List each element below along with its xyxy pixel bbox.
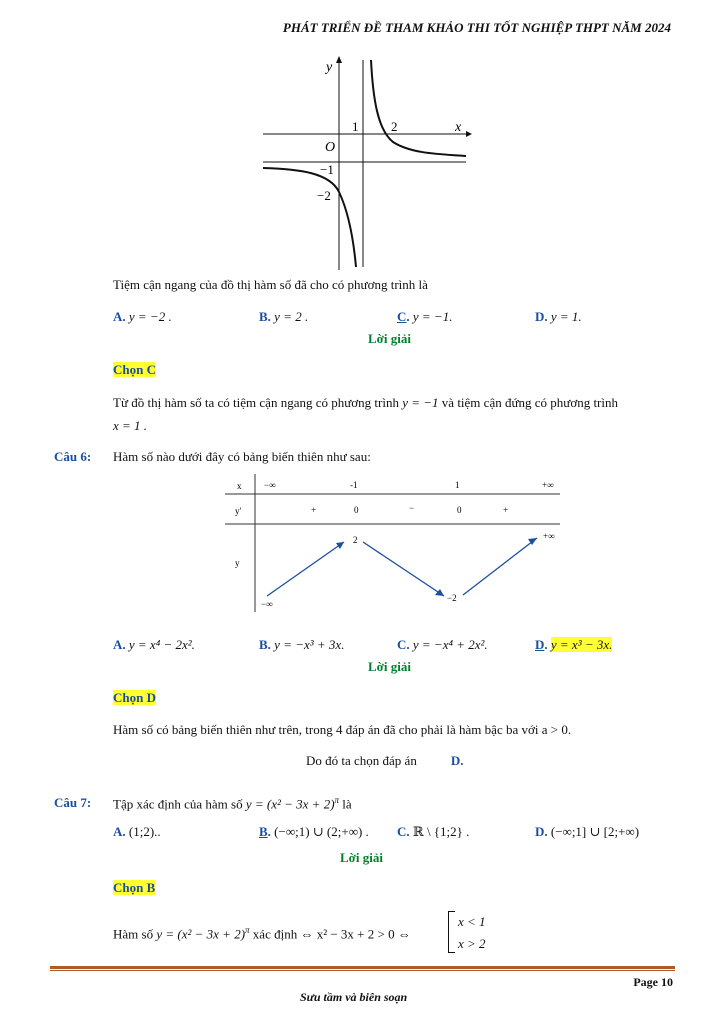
arrow-increase-2 bbox=[463, 538, 537, 595]
q6-option-b: B. y = −x³ + 3x. bbox=[259, 637, 345, 652]
table-yp-value: 0 bbox=[457, 505, 462, 515]
case-bracket bbox=[448, 911, 455, 953]
q6-prompt: Hàm số nào dưới đây có bảng biến thiên như sau: bbox=[113, 449, 371, 464]
arrowhead bbox=[435, 589, 444, 596]
q7-explanation: Hàm số $y = (x^2 - 3x + 2)^\pi$ xác định ⇔ x² − 3x + 2 > 0 ⇔ bbox=[113, 925, 411, 942]
x-axis-arrow bbox=[466, 131, 472, 137]
arrow-decrease bbox=[363, 542, 444, 596]
q6-solution-label: Lời giải bbox=[368, 659, 411, 674]
q6-option-d: D. y = x³ − 3x. bbox=[535, 637, 613, 652]
arrowhead bbox=[336, 542, 344, 549]
q5-option-b: B. y = 2 . bbox=[259, 309, 309, 324]
curve-left-branch bbox=[263, 168, 356, 267]
table-y-value: −2 bbox=[447, 593, 457, 603]
curve-right-branch bbox=[371, 60, 466, 156]
graph-label-two: 2 bbox=[391, 119, 398, 134]
q7-solution-label: Lời giải bbox=[340, 850, 383, 865]
table-yp-label: y' bbox=[235, 506, 242, 516]
q5-solution-label: Lời giải bbox=[368, 331, 411, 346]
q6-option-c: C. y = −x⁴ + 2x². bbox=[397, 637, 488, 652]
q6-option-a: A. y = x⁴ − 2x². bbox=[113, 637, 195, 652]
table-x-value: 1 bbox=[455, 480, 460, 490]
table-yp-value: 0 bbox=[354, 505, 359, 515]
q5-prompt: Tiệm cận ngang của đồ thị hàm số đã cho có phương trình là bbox=[113, 277, 428, 292]
graph-label-neg1: −1 bbox=[320, 162, 334, 177]
table-x-value: +∞ bbox=[542, 480, 554, 490]
graph-label-one: 1 bbox=[352, 119, 359, 134]
graph-label-origin: O bbox=[325, 140, 336, 155]
footer-rule bbox=[50, 966, 675, 969]
q7-option-c: C. ℝ \ {1;2} . bbox=[397, 824, 470, 839]
q7-option-a: A. (1;2).. bbox=[113, 824, 161, 839]
q6-explanation: Hàm số có bảng biến thiên như trên, trong 4 đáp án đã cho phải là hàm bậc ba với a > 0. bbox=[113, 722, 572, 737]
q7-case-1: x < 1 bbox=[458, 914, 486, 929]
q6-choice: Chọn D bbox=[113, 690, 156, 705]
table-y-value: +∞ bbox=[543, 531, 555, 541]
q7-case-2: x > 2 bbox=[458, 936, 486, 951]
q6-conclusion: Do đó ta chọn đáp án D. bbox=[306, 753, 464, 768]
table-yp-value: + bbox=[503, 505, 509, 515]
q5-option-c: C. y = −1. bbox=[397, 309, 453, 324]
table-yp-value: − bbox=[409, 503, 415, 513]
y-axis-arrow bbox=[336, 56, 342, 63]
table-y-label: y bbox=[235, 558, 240, 568]
q5-explanation: Từ đồ thị hàm số ta có tiệm cận ngang có phương trình y = −1 và tiệm cận đứng có phương trình bbox=[113, 395, 619, 410]
q5-explanation-line2: x = 1 . bbox=[113, 418, 148, 433]
table-yp-value: + bbox=[311, 505, 317, 515]
graph-label-y: y bbox=[326, 60, 333, 75]
q7-option-b: B. (−∞;1) ∪ (2;+∞) . bbox=[259, 824, 369, 839]
function-graph bbox=[260, 55, 472, 270]
q5-option-d: D. y = 1. bbox=[535, 309, 582, 324]
variation-table bbox=[225, 474, 560, 614]
q5-option-a: A. y = −2 . bbox=[113, 309, 172, 324]
page-header: PHÁT TRIỂN ĐỀ THAM KHẢO THI TỐT NGHIỆP THPT NĂM 2024 bbox=[282, 20, 671, 35]
table-x-value: −∞ bbox=[264, 480, 276, 490]
table-x-value: -1 bbox=[350, 480, 358, 490]
table-x-label: x bbox=[237, 481, 242, 491]
footer-credit: Sưu tầm và biên soạn bbox=[300, 990, 408, 1004]
page-number: Page 10 bbox=[633, 975, 673, 989]
graph-label-neg2: −2 bbox=[317, 188, 331, 203]
table-y-value: 2 bbox=[353, 535, 358, 545]
q7-choice: Chọn B bbox=[113, 880, 156, 895]
q5-choice: Chọn C bbox=[113, 362, 156, 377]
q7-prompt: Tập xác định của hàm số $y = (x^2 - 3x + 2)^\pi$ là bbox=[113, 795, 352, 812]
q7-option-d: D. (−∞;1] ∪ [2;+∞) bbox=[535, 824, 640, 839]
arrow-increase-1 bbox=[267, 542, 344, 596]
footer-rule-thin bbox=[50, 970, 675, 971]
table-y-value: −∞ bbox=[261, 599, 273, 609]
graph-label-x: x bbox=[455, 120, 462, 135]
q6-label: Câu 6: bbox=[54, 449, 92, 464]
q7-label: Câu 7: bbox=[54, 795, 92, 810]
